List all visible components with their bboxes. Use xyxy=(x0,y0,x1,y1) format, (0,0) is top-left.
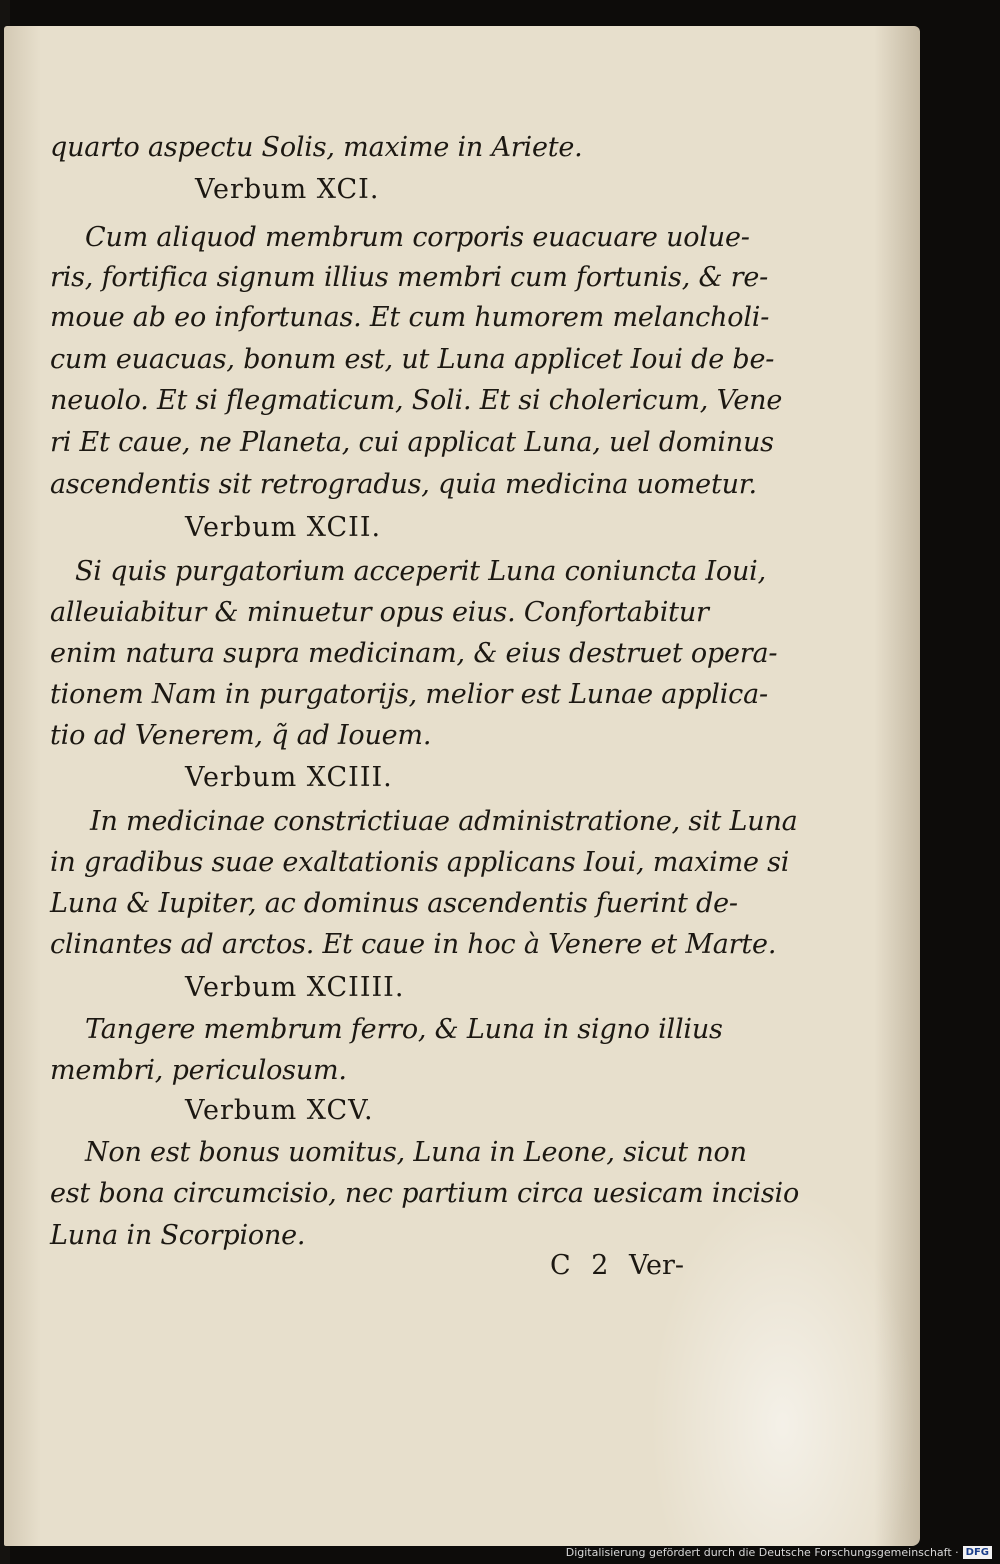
text-line: clinantes ad arctos. Et caue in hoc à Venere et Marte. xyxy=(50,929,777,960)
text-line: in gradibus suae exaltationis applicans Ioui, maxime si xyxy=(50,847,790,878)
text-line: moue ab eo infortunas. Et cum humorem melancholi- xyxy=(50,302,770,333)
text-line: ascendentis sit retrogradus, quia medicina uometur. xyxy=(50,469,757,500)
text-line: ri Et caue, ne Planeta, cui applicat Luna, uel dominus xyxy=(50,427,774,458)
dfg-logo: DFG xyxy=(963,1546,992,1559)
text-line: neuolo. Et si flegmaticum, Soli. Et si cholericum, Vene xyxy=(50,385,783,416)
text-line: Cum aliquod membrum corporis euacuare uolue- xyxy=(85,222,750,253)
text-line: enim natura supra medicinam, & eius destruet opera- xyxy=(50,638,778,669)
text-line: Luna in Scorpione. xyxy=(50,1220,306,1251)
section-heading: Verbum XCIIII. xyxy=(185,972,405,1003)
text-line: cum euacuas, bonum est, ut Luna applicet Ioui de be- xyxy=(50,344,775,375)
digitization-footer xyxy=(566,1544,992,1560)
section-heading: Verbum XCI. xyxy=(195,174,380,205)
section-heading: Verbum XCV. xyxy=(185,1095,374,1126)
section-heading: Verbum XCIII. xyxy=(185,762,393,793)
text-line: alleuiabitur & minuetur opus eius. Confortabitur xyxy=(50,597,709,628)
text-line: Non est bonus uomitus, Luna in Leone, sicut non xyxy=(85,1137,747,1168)
text-line: quarto aspectu Solis, maxime in Ariete. xyxy=(50,132,583,163)
text-line: Si quis purgatorium acceperit Luna coniuncta Ioui, xyxy=(75,556,766,587)
text-line: est bona circumcisio, nec partium circa uesicam incisio xyxy=(50,1178,799,1209)
text-line: tio ad Venerem, q̃ ad Iouem. xyxy=(50,720,432,751)
text-line: Tangere membrum ferro, & Luna in signo illius xyxy=(85,1014,723,1045)
text-line: tionem Nam in purgatorijs, melior est Lunae applica- xyxy=(50,679,768,710)
text-line: In medicinae constrictiuae administratione, sit Luna xyxy=(90,806,798,837)
text-line: ris, fortifica signum illius membri cum fortunis, & re- xyxy=(50,262,769,293)
text-line: membri, periculosum. xyxy=(50,1055,347,1086)
section-heading: Verbum XCII. xyxy=(185,512,382,543)
text-line: Luna & Iupiter, ac dominus ascendentis fuerint de- xyxy=(50,888,738,919)
catchword: C 2 Ver- xyxy=(550,1250,685,1281)
footer-credit: Digitalisierung gefördert durch die Deutsche Forschungsgemeinschaft · xyxy=(565,1545,959,1559)
